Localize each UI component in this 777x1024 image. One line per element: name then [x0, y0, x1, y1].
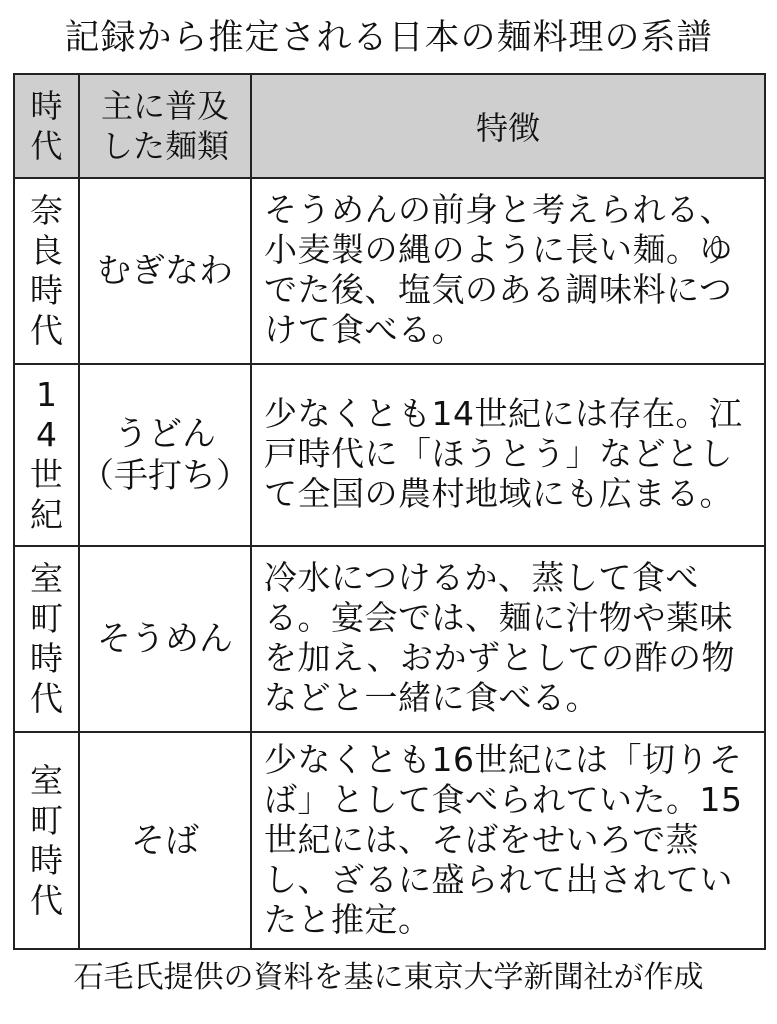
features-cell: 冷水につけるか、蒸して食べる。宴会では、麺に汁物や薬味を加え、おかずとしての酢の物などと一緒に食べる。 — [251, 546, 765, 732]
table-row — [14, 364, 765, 546]
era-cell: 室町時代 — [14, 546, 79, 732]
noodle-cell: うどん （手打ち） — [79, 364, 251, 546]
era-cell: 室町時代 — [14, 732, 79, 949]
source-note: 石毛氏提供の資料を基に東京大学新聞社が作成 — [73, 960, 704, 995]
era-cell: 14世紀 — [14, 364, 79, 546]
table-header-row — [14, 74, 765, 178]
page-title: 記録から推定される日本の麺料理の系譜 — [64, 18, 713, 58]
features-cell: 少なくとも16世紀には「切りそば」として食べられていた。15世紀には、そばをせいろで蒸し、ざるに盛られて出されていたと推定。 — [251, 732, 765, 949]
features-cell: そうめんの前身と考えられる、小麦製の縄のように長い麺。ゆでた後、塩気のある調味料につけて食べる。 — [251, 178, 765, 364]
header-features: 特徴 — [251, 74, 765, 178]
table-row — [14, 732, 765, 949]
noodle-cell: むぎなわ — [79, 178, 251, 364]
noodle-lineage-table — [13, 73, 766, 950]
features-cell: 少なくとも14世紀には存在。江戸時代に「ほうとう」などとして全国の農村地域にも広まる。 — [251, 364, 765, 546]
table-row — [14, 178, 765, 364]
header-noodle: 主に普及 した麺類 — [79, 74, 251, 178]
era-cell: 奈良時代 — [14, 178, 79, 364]
header-era: 時代 — [14, 74, 79, 178]
noodle-cell: そうめん — [79, 546, 251, 732]
noodle-cell: そば — [79, 732, 251, 949]
table-row — [14, 546, 765, 732]
